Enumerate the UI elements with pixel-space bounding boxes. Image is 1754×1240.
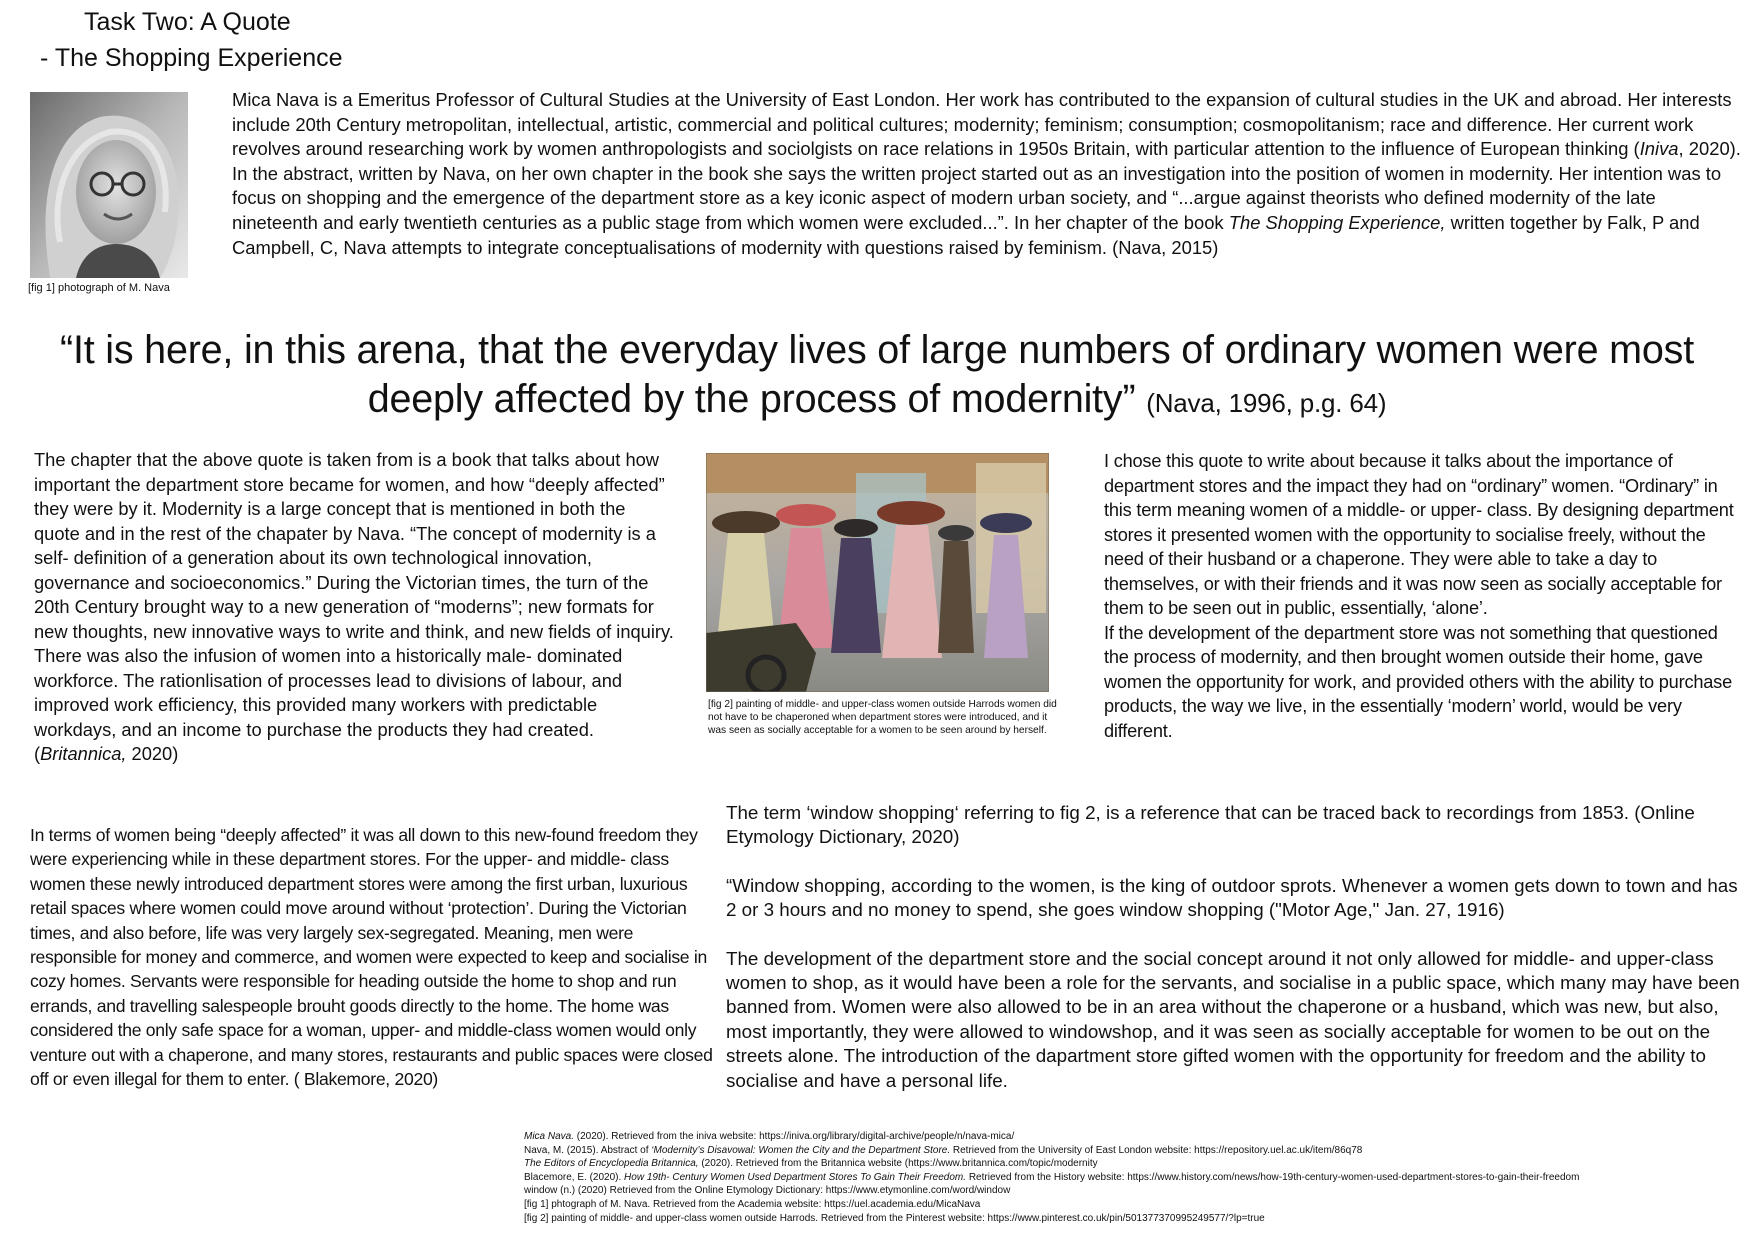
portrait-photo [30, 92, 188, 278]
motor-age-quote: “Window shopping, according to the women, is the king of outdoor sprots. Whenever a women gets down to town and has 2 or 3 hours and no money to spend, she goes window shopping ("Motor Age," Jan. 27, 1916) [726, 874, 1738, 921]
featured-quote [0, 326, 1754, 428]
reference-item: window (n.) (2020) Retrieved from the Online Etymology Dictionary: https://www.etymonline.com/word/window [524, 1185, 1011, 1197]
reference-item: Mica Nava. (2020). Retrieved from the iniva website: https://iniva.org/library/digital-archive/people/n/nava-mica/ [524, 1131, 1015, 1142]
reference-item: Nava, M. (2015). Abstract of ‘Modernity’s Disavowal: Women the City and the Department Store. Retrieved from the University of East London website: https://repository.uel.ac.uk/item/86q78 [524, 1144, 1363, 1156]
left-column-paragraph-1: The chapter that the above quote is taken from is a book that talks about how important the department store became for women, and how “deeply affected” they were by it. Modernity is a large concept that is mentioned in both the quote and in the rest of the chapater by Nava. “The concept of modernity is a self- definition of a generation about its own technological innovation, governance and socioeconomics.” During the Victorian times, the turn of the 20th Century brought way to a new generation of “moderns”; new formats for new thoughts, new innovative ways to write and think, and new fields of inquiry. There was also the infusion of women into a historically male- dominated workforce. The rationlisation of processes lead to divisions of labour, and improved work efficiency, this provided many workers with predictable workdays, and an income to purchase the products they had created. (Britannica, 2020) [34, 449, 674, 764]
intro-paragraph-1: Mica Nava is a Emeritus Professor of Cultural Studies at the University of East London. Her work has contributed to the expansion of cultural studies in the UK and abroad. Her interests include 20th Century metropolitan, intellectual, artistic, commercial and political cultures; modernity; feminism; consumption; cosmopolitanism; race and difference. Her current work revolves around researching work by women anthropologists and sociolgists on race relations in 1950s Britain, with particular attention to the influence of European thinking (Iniva, 2020). [232, 89, 1741, 160]
window-shopping-origin: The term ‘window shopping‘ referring to fig 2, is a reference that can be traced back to recordings from 1853. (Online Etymology Dictionary, 2020) [726, 802, 1695, 848]
right-column-text [1104, 449, 1744, 743]
reference-item: [fig 1] phtograph of M. Nava. Retrieved from the Academia website: https://uel.academia.edu/MicaNava [524, 1198, 981, 1210]
intro-text [232, 88, 1744, 260]
quote-citation: (Nava, 1996, p.g. 64) [1146, 388, 1387, 418]
figure2-caption: [fig 2] painting of middle- and upper-class women outside Harrods women did not have to be chaperoned when department stores were introduced, and it was seen as socially acceptable for a women to be seen around by herself. [708, 699, 1057, 736]
bottom-right-text [726, 801, 1750, 1093]
right-paragraph-1: I chose this quote to write about because it talks about the importance of department stores and the impact they had on “ordinary” women. “Ordinary” in this term meaning women of a middle- or upper- class. By designing department stores it presented women with the opportunity to socialise freely, without the need of their husband or a chaperone. They were able to take a day to themselves, or with their friends and it was now seen as socially acceptable for them to be seen out in public, essentially, ‘alone’. [1104, 451, 1734, 618]
references [524, 1130, 1749, 1225]
reference-item: The Editors of Encyclopedia Britannica, (2020). Retrieved from the Britannica website (https://www.britannica.com/topic/modernity [524, 1158, 1098, 1170]
harrods-painting [706, 453, 1049, 692]
intro-paragraph-2: In the abstract, written by Nava, on her own chapter in the book she says the written project started out as an investigation into the position of women in modernity. Her intention was to focus on shopping and the emergence of the department store as a key iconic aspect of modern urban society, and “...argue against theorists who defined modernity of the late nineteenth and early twentieth centuries as a public stage from which women were excluded...”. In her chapter of the book The Shopping Experience, written together by Falk, P and Campbell, C, Nava attempts to integrate conceptualisations of modernity with questions raised by feminism. (Nava, 2015) [232, 162, 1722, 258]
left-column-paragraph-2: In terms of women being “deeply affected” it was all down to this new-found freedom they were experiencing while in these department stores. For the upper- and middle- class women these newly introduced department stores were among the first urban, luxurious retail spaces where women could move around without ‘protection’. During the Victorian times, and also before, life was very largely sex-segregated. Meaning, men were responsible for money and commerce, and women were expected to keep and socialise in cozy homes. Servants were responsible for heading outside the home to shop and run errands, and travelling salespeople brouht goods directly to the home. The home was considered the only safe space for a woman, upper- and middle-class women would only venture out with a chaperone, and many stores, restaurants and public spaces were closed off or even illegal for them to enter. ( Blakemore, 2020) [30, 825, 713, 1090]
page-subtitle: - The Shopping Experience [40, 44, 343, 72]
page-title: Task Two: A Quote [84, 8, 291, 36]
conclusion-paragraph: The development of the department store and the social concept around it not only allowed for middle- and upper-class women to shop, as it would have been a role for the servants, and socialise in a public space, which many may have been banned from. Women were also allowed to be in an area without the chaperone or a husband, which was new, but also, most importantly, they were allowed to windowshop, and it was seen as socially acceptable for women to be out on the streets alone. The introduction of the dapartment store gifted women with the opportunity for freedom and the ability to socialise and have a personal life. [726, 947, 1740, 1091]
reference-item: [fig 2] painting of middle- and upper-class women outside Harrods. Retrieved from the Pinterest website: https://www.pinterest.co.uk/pin/501377370995249577/?lp=true [524, 1212, 1265, 1224]
right-paragraph-2: If the development of the department store was not something that questioned the process of modernity, and then brought women outside their home, gave women the opportunity for work, and provided others with the ability to purchase products, the way we live, in the essentially ‘modern’ world, would be very different. [1104, 622, 1732, 741]
reference-item: Blacemore, E. (2020). How 19th- Century Women Used Department Stores To Gain Their Freedom. Retrieved from the History website: https://www.history.com/news/how-19th-century-women-used-department-stores-to-gain-their-freedom [524, 1171, 1580, 1183]
figure1-caption: [fig 1] photograph of M. Nava [28, 282, 170, 294]
quote-text: “It is here, in this arena, that the everyday lives of large numbers of ordinary women were most deeply affected by the process of modernity” [60, 328, 1694, 421]
